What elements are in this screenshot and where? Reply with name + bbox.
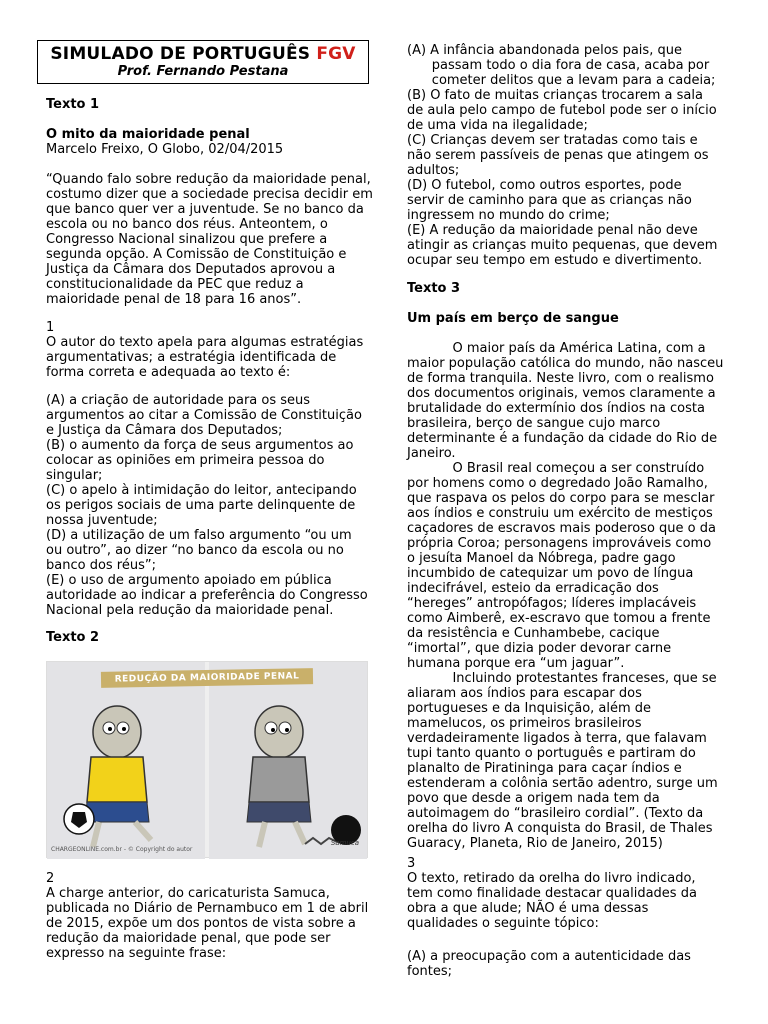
q3-option-a: (A) a preocupação com a autenticidade das fontes; <box>407 949 691 979</box>
q3-stem: O texto, retirado da orelha do livro indicado, tem como finalidade destacar qualidades da obra a que alude; NÃO é uma dessas qualidades o seguinte tópico: <box>407 871 697 931</box>
professor-name: Prof. Fernando Pestana <box>117 64 289 79</box>
q2-text: A charge anterior, do caricaturista Samuca, publicada no Diário de Pernambuco em 1 de abril de 2015, expõe um dos pontos de vista sobre a redução da maioridade penal, que pode ser expresso na seguinte frase: <box>46 886 369 961</box>
brand-fgv: FGV <box>316 44 356 64</box>
boy-ball-and-chain-illustration <box>209 662 367 859</box>
boy-football-illustration <box>47 662 205 859</box>
texto3-label: Texto 3 <box>407 281 461 296</box>
q2-number: 2 <box>46 871 55 886</box>
q1-options: (A) a criação de autoridade para os seus argumentos ao citar a Comissão de Constituição e Justiça da Câmara dos Deputados; (B) o aumento da força de seus argumentos ao colocar as opiniões em primeira pessoa do singular; (C) o apelo à intimidação do leitor, antecipando os perigos sociais de uma parte delinquente de nossa juventude; (D) a utilização de um falso argumento “ou um ou outro”, ao dizer “no banco da escola ou no banco dos réus”; (E) o uso de argumento apoiado em pública autoridade ao indicar a preferência do Congresso Nacional pela redução da maioridade penal. <box>46 393 368 618</box>
texto2-label: Texto 2 <box>46 630 100 645</box>
q3-number: 3 <box>407 856 416 871</box>
q2-options: (A) A infância abandonada pelos pais, que passam todo o dia fora de casa, acaba por cometer delitos que a levam para a cadeia; (B) O fato de muitas crianças trocarem a sala de aula pelo campo de futebol pode ser o início de uma vida na ilegalidade; (C) Crianças devem ser tratadas como tais e não serem passíveis de penas que atingem os adultos; (D) O futebol, como outros esportes, pode servir de caminho para que as crianças não ingressem no mundo do crime; (E) A redução da maioridade penal não deve atingir as crianças muito pequenas, que devem ocupar seu tempo em estudo e divertimento. <box>407 43 718 268</box>
texto1-source: Marcelo Freixo, O Globo, 02/04/2015 <box>46 142 284 157</box>
charge-image <box>46 661 368 858</box>
texto1-title: O mito da maioridade penal <box>46 127 250 142</box>
texto1-label: Texto 1 <box>46 97 100 112</box>
charge-banner: REDUÇÃO DA MAIORIDADE PENAL <box>101 668 313 688</box>
q1-number: 1 <box>46 320 55 335</box>
texto1-body: “Quando falo sobre redução da maioridade penal, costumo dizer que a sociedade precisa decidir em que banco quer ver a juventude. Se no banco da escola ou no banco dos réus. Anteontem, o Congresso Nacional sinalizou que prefere a segunda opção. A Comissão de Constituição e Justiça da Câmara dos Deputados aprovou a constitucionalidade da PEC que reduz a maioridade penal de 18 para 16 anos”. <box>46 172 373 307</box>
header-box <box>37 40 369 84</box>
charge-panel-right <box>209 662 367 859</box>
charge-panel-left <box>47 662 205 859</box>
exam-title-text: SIMULADO DE PORTUGUÊS <box>50 44 311 64</box>
charge-signature: Samuca <box>330 839 359 847</box>
texto3-body: O maior país da América Latina, com a maior população católica do mundo, não nasceu de forma tranquila. Neste livro, com o realismo dos documentos originais, vemos claramente a brutalidade do extermínio dos índios na costa brasileira, berço de sangue cujo marco determinante é a fundação da cidade do Rio de Janeiro. O Brasil real começou a ser construído por homens como o degredado João Ramalho, que raspava os pelos do corpo para se mesclar aos índios e construiu um exército de mestiços caçadores de escravos mais poderoso que o da própria Coroa; personagens improváveis como o jesuíta Manoel da Nóbrega, padre gago incumbido de catequizar um povo de língua indecifrável, esteio da erradicação dos “hereges” antropófagos; líderes implacáveis como Aimberê, ex-escravo que tomou a frente da resistência e Cunhambebe, cacique “imortal”, que dizia poder devorar carne humana porque era “um jaguar”. Incluindo protestantes franceses, que se aliaram aos índios para escapar dos portugueses e da Inquisição, além de mamelucos, os primeiros brasileiros verdadeiramente ligados à terra, que falavam tupi tanto quanto o português e partiram do planalto de Piratininga para caçar índios e estenderam a colônia sertão adentro, surge um povo que desde a origem nada tem da autoimagem do “brasileiro cordial”. (Texto da orelha do livro A conquista do Brasil, de Thales Guaracy, Planeta, Rio de Janeiro, 2015) <box>407 341 724 851</box>
texto3-title: Um país em berço de sangue <box>407 311 619 326</box>
exam-title <box>38 45 368 64</box>
q1-stem: O autor do texto apela para algumas estratégias argumentativas; a estratégia identificada de forma correta e adequada ao texto é: <box>46 335 364 380</box>
charge-credit: CHARGEONLINE.com.br - © Copyright do autor <box>51 846 193 853</box>
